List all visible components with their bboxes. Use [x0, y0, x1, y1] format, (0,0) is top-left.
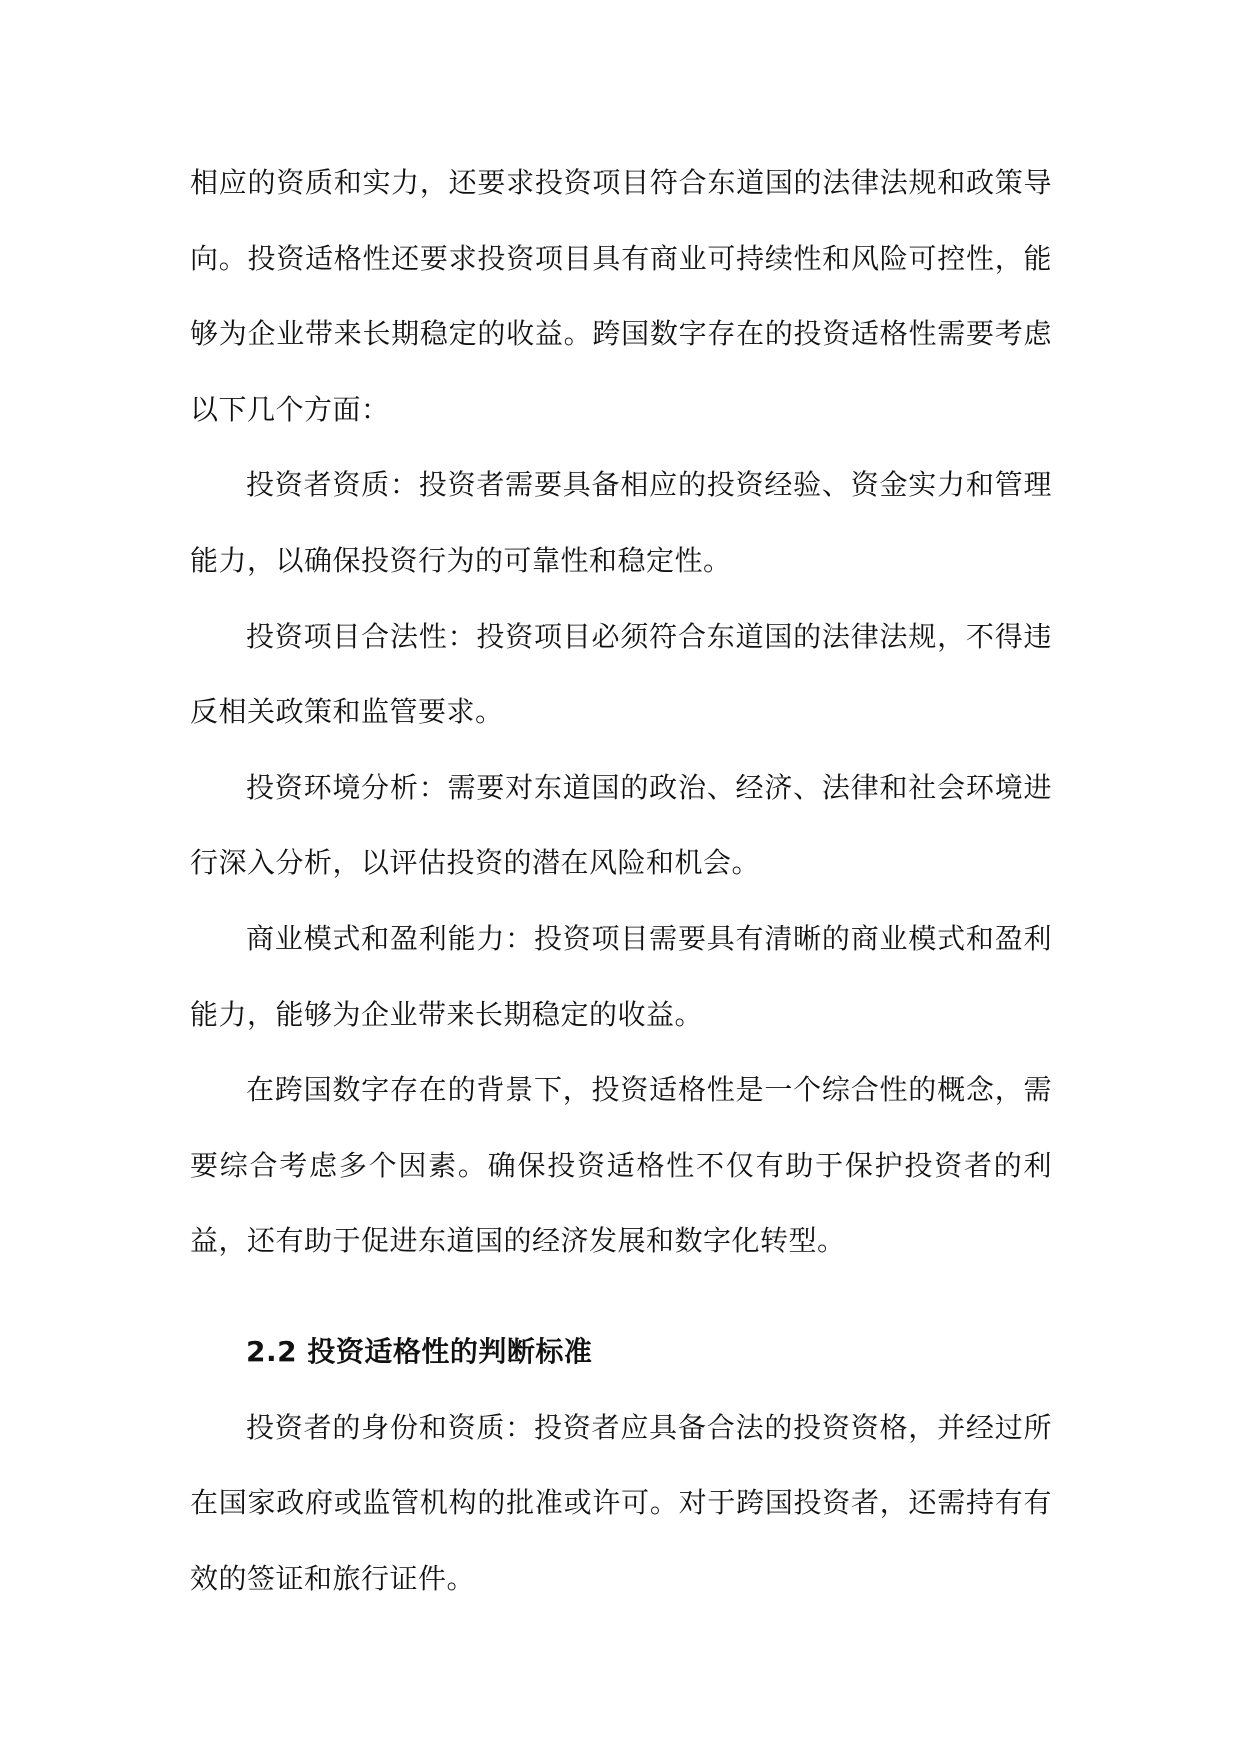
paragraph-business-model: 商业模式和盈利能力：投资项目需要具有清晰的商业模式和盈利能力，能够为企业带来长期稳定的收益。 [190, 921, 1052, 1031]
paragraph-investment-requirements: 相应的资质和实力，还要求投资项目符合东道国的法律法规和政策导向。投资适格性还要求投资项目具有商业可持续性和风险可控性，能够为企业带来长期稳定的收益。跨国数字存在的投资适格性需要考虑以下几个方面： [190, 166, 1052, 426]
paragraph-project-legality: 投资项目合法性：投资项目必须符合东道国的法律法规，不得违反相关政策和监管要求。 [190, 619, 1052, 729]
paragraph-environment-analysis: 投资环境分析：需要对东道国的政治、经济、法律和社会环境进行深入分析，以评估投资的潜在风险和机会。 [190, 770, 1052, 880]
paragraph-investor-qualification: 投资者资质：投资者需要具备相应的投资经验、资金实力和管理能力，以确保投资行为的可靠性和稳定性。 [190, 468, 1052, 577]
section-heading: 2.2 投资适格性的判断标准 [246, 1334, 593, 1368]
paragraph-investor-identity: 投资者的身份和资质：投资者应具备合法的投资资格，并经过所在国家政府或监管机构的批准或许可。对于跨国投资者，还需持有有效的签证和旅行证件。 [190, 1410, 1052, 1595]
document-page [190, 145, 1052, 1616]
paragraph-summary: 在跨国数字存在的背景下，投资适格性是一个综合性的概念，需要综合考虑多个因素。确保投资适格性不仅有助于保护投资者的利益，还有助于促进东道国的经济发展和数字化转型。 [190, 1073, 1052, 1258]
